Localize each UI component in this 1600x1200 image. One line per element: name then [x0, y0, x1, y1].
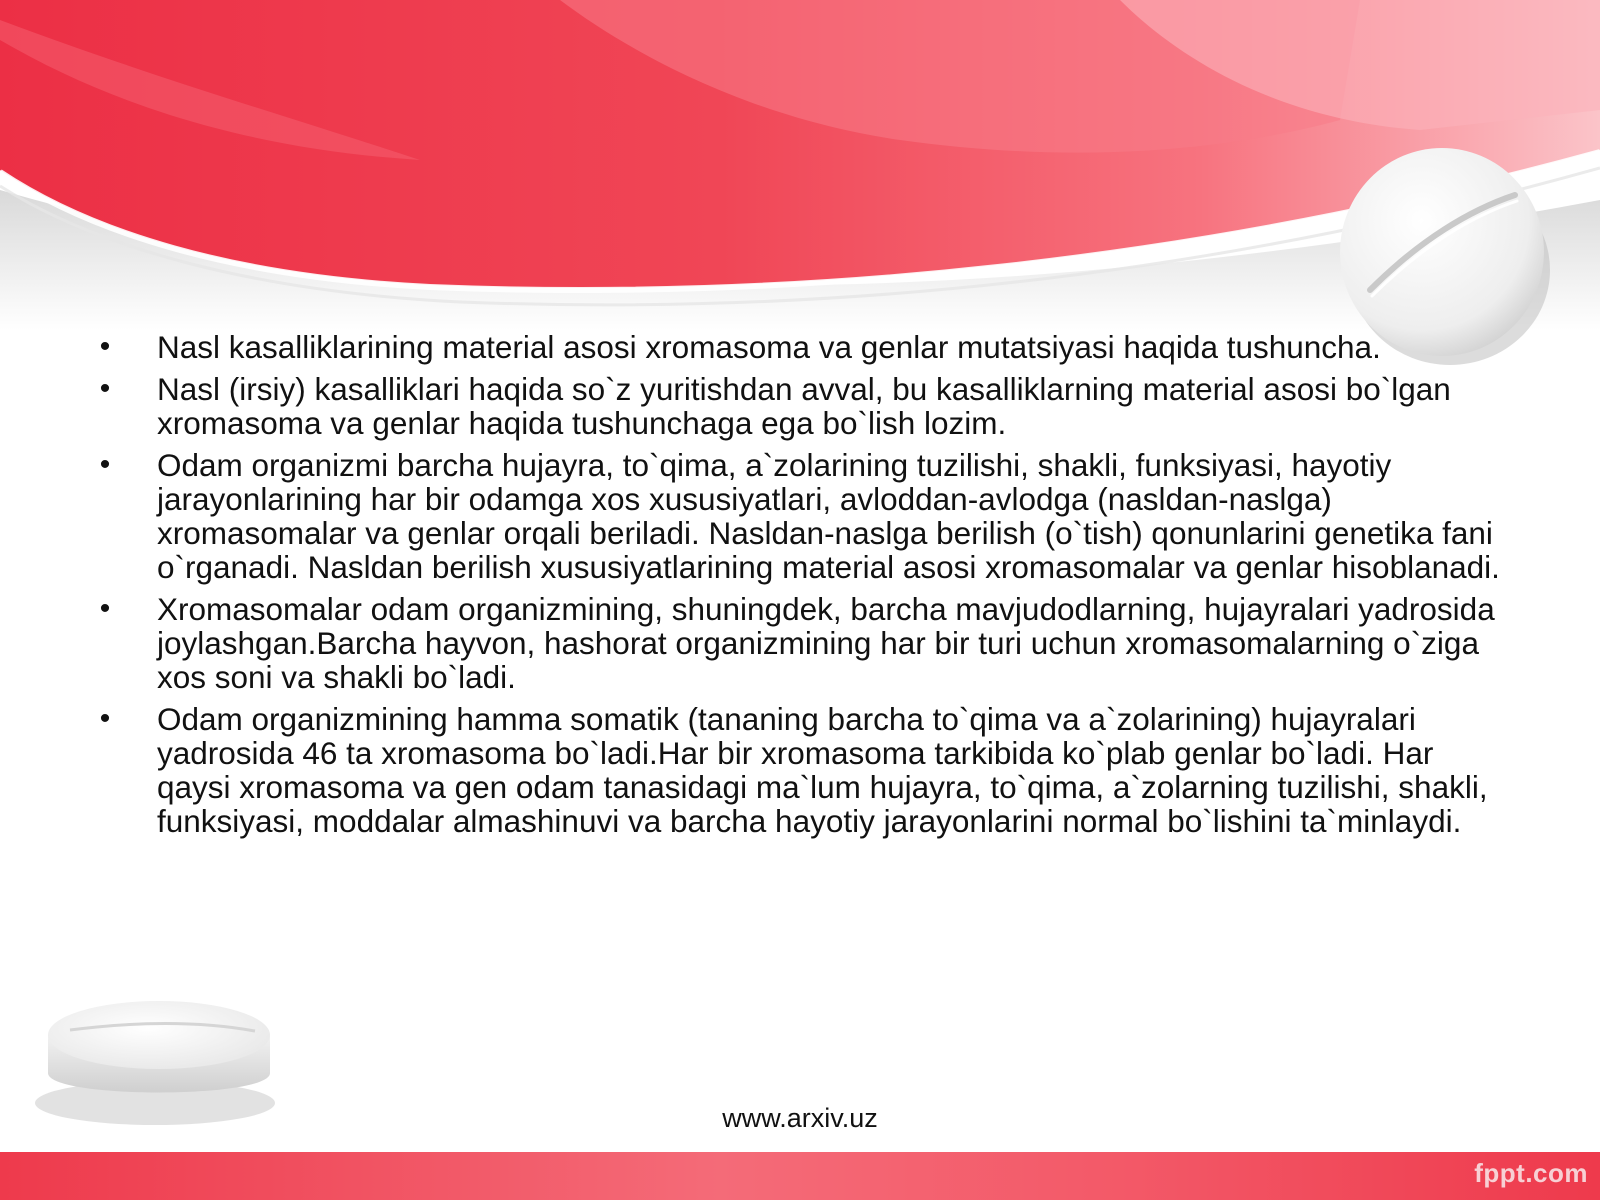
footer-url: www.arxiv.uz	[722, 1103, 878, 1133]
bullet-text: Xromasomalar odam organizmining, shuningdek, barcha mavjudodlarning, hujayralari yadrosida joylashgan.Barcha hayvon, hashorat organizmining har bir turi uchun xromasomalarning o`ziga xos soni va shakli bo`ladi.	[157, 591, 1495, 695]
list-item	[95, 592, 1515, 694]
bullet-list	[95, 330, 1515, 838]
bullet-text: Nasl kasalliklarining material asosi xromasoma va genlar mutatsiyasi haqida tushuncha.	[157, 329, 1381, 365]
bullet-text: Nasl (irsiy) kasalliklari haqida so`z yuritishdan avval, bu kasalliklarning material asosi bo`lgan xromasoma va genlar haqida tushunchaga ega bo`lish lozim.	[157, 371, 1451, 441]
bullet-marker: •	[99, 592, 111, 625]
bullet-content	[95, 330, 1515, 846]
bullet-text: Odam organizmining hamma somatik (tananing barcha to`qima va a`zolarining) hujayralari yadrosida 46 ta xromasoma bo`ladi.Har bir xromasoma tarkibida ko`plab genlar bo`ladi. Har qaysi xromasoma va gen odam tanasidagi ma`lum hujayra, to`qima, a`zolarning tuzilishi, shakli, funksiyasi, moddalar almashinuvi va barcha hayotiy jarayonlarini normal bo`lishini ta`minlaydi.	[157, 701, 1488, 839]
bullet-marker: •	[99, 448, 111, 481]
list-item	[95, 702, 1515, 838]
bullet-marker: •	[99, 372, 111, 405]
bottom-red-band	[0, 1152, 1600, 1200]
list-item	[95, 448, 1515, 584]
bullet-text: Odam organizmi barcha hujayra, to`qima, a`zolarining tuzilishi, shakli, funksiyasi, hayotiy jarayonlarining har bir odamga xos xususiyatlari, avloddan-avlodga (nasldan-naslga) xromasomalar va genlar orqali beriladi. Nasldan-naslga berilish (o`tish) qonunlarini genetika fani o`rganadi. Nasldan berilish xususiyatlarining material asosi xromasomalar va genlar hisoblanadi.	[157, 447, 1500, 585]
bullet-marker: •	[99, 330, 111, 363]
list-item	[95, 330, 1515, 364]
brand-watermark: fppt.com	[1474, 1158, 1588, 1188]
bullet-marker: •	[99, 702, 111, 735]
list-item	[95, 372, 1515, 440]
